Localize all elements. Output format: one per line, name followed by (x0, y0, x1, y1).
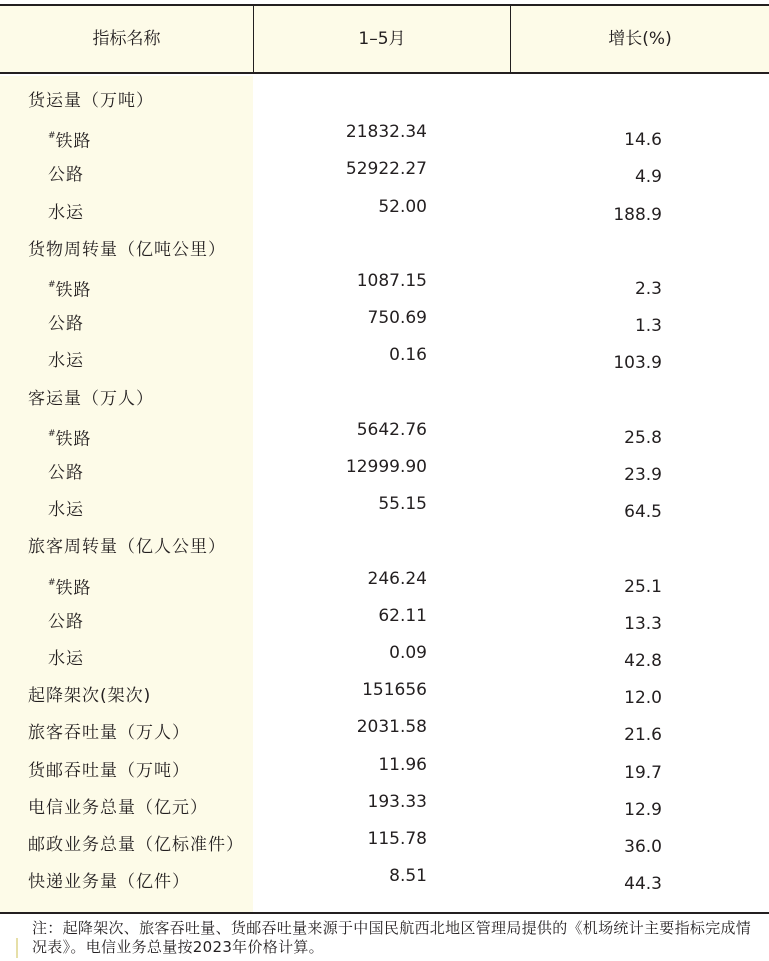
row-footnote-mark: # (48, 280, 56, 290)
row-growth-value (540, 383, 662, 420)
row-name-text: 公路 (48, 463, 84, 483)
row-name-text: 水运 (48, 500, 84, 521)
header-jan-may: 1–5月 (254, 6, 511, 72)
row-name-text: 铁路 (55, 429, 92, 450)
row-jan-may-value (300, 523, 427, 560)
row-name-text: 公路 (48, 611, 84, 632)
row-growth-value (540, 85, 662, 122)
row-jan-may-value: 151656 (362, 680, 427, 701)
row-growth-value: 2.3 (634, 279, 662, 299)
row-name-text: 公路 (48, 165, 84, 186)
row-growth-value: 25.1 (624, 576, 662, 597)
row-jan-may-value: 246.24 (367, 568, 427, 589)
row-name-text: 水运 (48, 351, 84, 372)
row-indicator-name (48, 157, 84, 194)
row-name-text: 货运量（万吨） (28, 91, 154, 111)
row-jan-may-value: 750.69 (367, 308, 427, 329)
row-name-text: 快递业务量（亿件） (28, 872, 190, 893)
row-indicator-name (28, 790, 208, 827)
row-name-text: 水运 (48, 202, 84, 223)
row-indicator-name (28, 753, 190, 790)
row-name-text: 起降架次(架次) (28, 686, 152, 707)
row-growth-value: 64.5 (624, 502, 662, 523)
row-growth-value: 1.3 (634, 316, 662, 337)
row-jan-may-value (300, 77, 427, 114)
row-growth-value: 25.8 (624, 427, 662, 448)
row-name-text: 邮政业务总量（亿标准件） (28, 835, 244, 855)
row-indicator-name (48, 343, 84, 380)
note-accent-bar (16, 938, 18, 958)
row-footnote-mark: # (48, 131, 56, 142)
row-jan-may-value (300, 375, 427, 412)
row-indicator-name (48, 306, 84, 343)
row-name-text: 客运量（万人） (28, 388, 154, 409)
row-growth-value: 12.9 (624, 799, 662, 820)
row-indicator-name (28, 381, 154, 418)
row-name-text: 铁路 (55, 131, 92, 152)
row-indicator-name (28, 715, 190, 752)
row-name-text: 公路 (48, 314, 84, 335)
row-name-text: 铁路 (55, 578, 92, 599)
row-jan-may-value: 0.09 (389, 643, 427, 663)
table-bottom-rule (0, 912, 769, 914)
row-name-text: 铁路 (55, 280, 92, 301)
row-growth-value: 44.3 (624, 874, 662, 895)
header-growth: 增长(%) (608, 29, 672, 49)
row-footnote-mark: # (48, 577, 56, 588)
row-name-text: 水运 (48, 649, 84, 669)
row-jan-may-value (300, 226, 427, 263)
row-jan-may-value: 52922.27 (345, 159, 427, 180)
row-indicator-name (28, 529, 226, 566)
row-indicator-name (48, 567, 92, 604)
row-growth-value: 188.9 (613, 204, 662, 225)
row-footnote-mark: # (48, 428, 56, 439)
row-jan-may-value: 2031.58 (356, 717, 427, 738)
row-jan-may-value: 115.78 (367, 829, 427, 849)
row-jan-may-value: 0.16 (389, 345, 427, 366)
row-jan-may-value: 8.51 (389, 866, 427, 887)
row-indicator-name (48, 641, 84, 678)
row-indicator-name (48, 120, 92, 157)
row-indicator-name (28, 678, 151, 715)
row-indicator-name (48, 455, 84, 492)
row-growth-value (540, 531, 662, 568)
row-name-text: 货邮吞吐量（万吨） (28, 760, 190, 781)
row-name-text: 货物周转量（亿吨公里） (28, 239, 226, 260)
row-jan-may-value: 21832.34 (345, 122, 427, 143)
row-name-text: 电信业务总量（亿元） (28, 797, 208, 818)
row-jan-may-value: 55.15 (378, 494, 427, 515)
row-growth-value: 14.6 (624, 130, 662, 151)
row-indicator-name (28, 232, 226, 269)
row-indicator-name (48, 195, 84, 232)
header-indicator-name: 指标名称 (0, 6, 254, 72)
row-jan-may-value: 193.33 (367, 791, 427, 812)
row-indicator-name (48, 604, 84, 641)
row-growth-value: 19.7 (624, 762, 662, 783)
row-indicator-name (28, 864, 190, 901)
row-indicator-name (48, 418, 92, 455)
row-growth-value: 4.9 (634, 167, 662, 188)
row-name-text: 旅客周转量（亿人公里） (28, 537, 226, 558)
row-growth-value: 12.0 (624, 688, 662, 709)
row-jan-may-value: 12999.90 (345, 457, 427, 477)
row-indicator-name (48, 269, 92, 306)
row-growth-value: 42.8 (624, 651, 662, 671)
row-jan-may-value: 11.96 (378, 754, 427, 775)
row-jan-may-value: 1087.15 (356, 271, 427, 291)
row-jan-may-value: 62.11 (378, 605, 427, 626)
footnote: 注：起降架次、旅客吞吐量、货邮吞吐量来源于中国民航西北地区管理局提供的《机场统计主要指标完成情况表》。电信业务总量按2023年价格计算。 (32, 919, 752, 956)
row-name-text: 旅客吞吐量（万人） (28, 723, 190, 744)
row-growth-value: 13.3 (624, 613, 662, 634)
table-row (0, 864, 769, 901)
row-growth-value: 21.6 (624, 725, 662, 746)
row-indicator-name (48, 492, 84, 529)
row-jan-may-value: 52.00 (378, 196, 427, 217)
table-header (0, 4, 769, 74)
row-growth-value: 23.9 (624, 465, 662, 485)
row-growth-value: 103.9 (613, 353, 662, 374)
row-indicator-name (28, 827, 244, 864)
row-growth-value (540, 234, 662, 271)
row-indicator-name (28, 83, 154, 120)
row-growth-value: 36.0 (624, 837, 662, 857)
row-jan-may-value: 5642.76 (356, 419, 427, 440)
